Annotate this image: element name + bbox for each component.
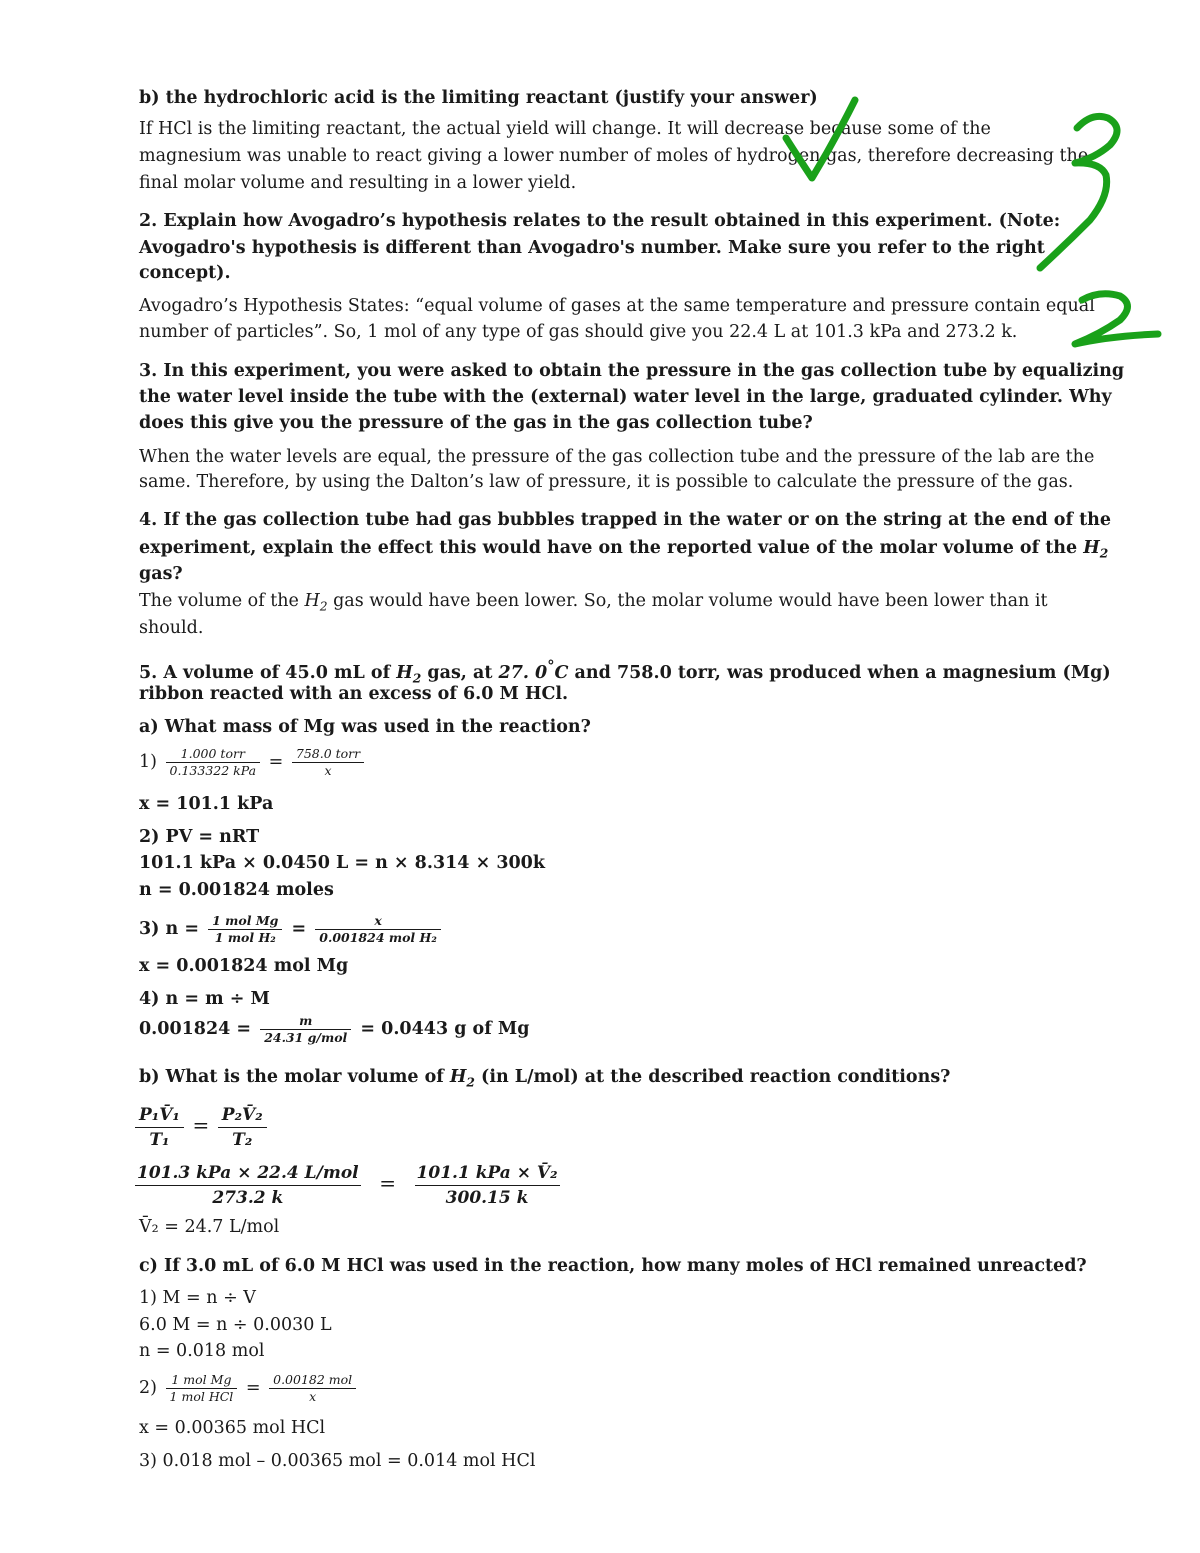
fraction: $\frac{m}{\text{24.31 g/mol}}$ [260, 1013, 351, 1046]
fraction: $\frac{\text{101.1 kPa × V̄₂}}{300.15 k}$ [416, 1163, 558, 1208]
q5a-heading: a) What mass of Mg was used in the reaction? [139, 717, 591, 737]
h2-symbol: $H_2$ [304, 591, 328, 614]
fraction: $\frac{\text{P₁V̄₁}}{\text{T₁}}$ [135, 1103, 184, 1152]
fraction: $\frac{\text{0.00182 mol}}{x}$ [269, 1372, 356, 1405]
q3-heading-line: 3. In this experiment, you were asked to obtain the pressure in the gas collection tube by equalizing [139, 361, 1125, 381]
temperature: 27. 0°C [498, 658, 569, 683]
q1b-answer-line: If HCl is the limiting reactant, the actual yield will change. It will decrease because some of the [139, 119, 991, 139]
h2-symbol: $H_2$ [396, 662, 422, 686]
q5c-line: x = 0.00365 mol HCl [139, 1418, 326, 1438]
q5c-heading: c) If 3.0 mL of 6.0 M HCl was used in the reaction, how many moles of HCl remained unreacted? [139, 1256, 1087, 1276]
q5a-step4-label: 4) n = m ÷ M [139, 989, 270, 1009]
fraction: $\frac{\text{1 mol Mg}}{\text{1 mol HCl}}$ [166, 1372, 238, 1405]
q5a-step3-result: x = 0.001824 mol Mg [139, 956, 349, 976]
q5a-step2-line: n = 0.001824 moles [139, 880, 334, 900]
q5b-heading: b) What is the molar volume of $H_2$ (in L/mol) at the described reaction conditions? [139, 1067, 951, 1090]
fraction: $\frac{\text{101.3 kPa × 22.4 L/mol}}{273.2 k}$ [137, 1163, 359, 1208]
fraction: $\frac{\text{1.000 torr}}{\text{0.133322 kPa}}$ [166, 746, 261, 779]
q5b-combined-gas-law: $\frac{\text{P₁V̄₁}}{\text{T₁}}$ = $\frac{\text{P₂V̄₂}}{\text{T₂}}$ [139, 1098, 270, 1154]
q5-heading-line: 5. A volume of 45.0 mL of $H_2$ gas, at 27. 0°C and 758.0 torr, was produced when a magnesium (Mg) [139, 658, 1111, 686]
q4-answer-line: should. [139, 618, 204, 638]
q4-heading-text: experiment, explain the effect this would have on the reported value of the molar volume of the [139, 538, 1084, 558]
q5a-step4-equation: 0.001824 = $\frac{m}{\text{24.31 g/mol}}$ = 0.0443 g of Mg [139, 1013, 530, 1045]
q5a-step2-line: 101.1 kPa × 0.0450 L = n × 8.314 × 300k [139, 853, 545, 873]
q4-heading-line: gas? [139, 564, 183, 584]
h2-symbol: $H_2$ [449, 1067, 475, 1090]
q4-answer-line: The volume of the $H_2$ gas would have been lower. So, the molar volume would have been lower than it [139, 591, 1048, 614]
q5b-result: V̄₂ = 24.7 L/mol [139, 1217, 280, 1237]
q5c-line: 6.0 M = n ÷ 0.0030 L [139, 1315, 332, 1335]
q1b-answer-line: magnesium was unable to react giving a lower number of moles of hydrogen gas, therefore decreasing the [139, 146, 1089, 166]
q2-answer-line: Avogadro’s Hypothesis States: “equal volume of gases at the same temperature and pressure contain equal [139, 296, 1095, 316]
q5b-substitution: $\frac{\text{101.3 kPa × 22.4 L/mol}}{273.2 k}$ = $\frac{\text{101.1 kPa × V̄₂}}{300.15 k}$ [137, 1163, 558, 1208]
score-3-mark [1040, 116, 1117, 268]
score-2-mark [1075, 294, 1158, 344]
q3-heading-line: the water level inside the tube with the (external) water level in the large, graduated cylinder. Why [139, 387, 1112, 407]
q4-heading-line: 4. If the gas collection tube had gas bubbles trapped in the water or on the string at the end of the [139, 510, 1112, 530]
fraction: $\frac{\text{758.0 torr}}{x}$ [292, 746, 364, 779]
q5a-step1-equation: 1) $\frac{\text{1.000 torr}}{\text{0.133322 kPa}}$ = $\frac{\text{758.0 torr}}{x}$ [139, 744, 367, 780]
q2-heading-line: concept). [139, 263, 231, 283]
q3-answer-line: When the water levels are equal, the pressure of the gas collection tube and the pressure of the lab are the [139, 447, 1095, 467]
h2-symbol: $H_2$ [1083, 538, 1109, 561]
q5a-step1-result: x = 101.1 kPa [139, 794, 274, 814]
q5a-step2-label: 2) PV = nRT [139, 827, 260, 847]
fraction: $\frac{\text{1 mol Mg}}{\text{1 mol H₂}}$ [208, 913, 282, 946]
q3-answer-line: same. Therefore, by using the Dalton’s law of pressure, it is possible to calculate the pressure of the gas. [139, 472, 1074, 492]
checkmark-icon [786, 100, 855, 178]
q5c-step2-equation: 2) $\frac{\text{1 mol Mg}}{\text{1 mol HCl}}$ = $\frac{\text{0.00182 mol}}{x}$ [139, 1370, 359, 1406]
q3-heading-line: does this give you the pressure of the gas in the gas collection tube? [139, 413, 813, 433]
q2-heading-line: Avogadro's hypothesis is different than Avogadro's number. Make sure you refer to the right [139, 238, 1045, 258]
q5c-line: 1) M = n ÷ V [139, 1288, 256, 1308]
q5-heading-line: ribbon reacted with an excess of 6.0 M HCl. [139, 684, 569, 704]
fraction: $\frac{x}{\text{0.001824 mol H₂}}$ [315, 913, 441, 946]
q2-heading-line: 2. Explain how Avogadro’s hypothesis relates to the result obtained in this experiment. (Note: [139, 211, 1061, 231]
q2-answer-line: number of particles”. So, 1 mol of any type of gas should give you 22.4 L at 101.3 kPa and 273.2 k. [139, 322, 1018, 342]
fraction: $\frac{\text{P₂V̄₂}}{\text{T₂}}$ [218, 1103, 267, 1152]
q1b-heading: b) the hydrochloric acid is the limiting reactant (justify your answer) [139, 88, 818, 108]
q5c-line: n = 0.018 mol [139, 1341, 265, 1361]
q1b-answer-line: final molar volume and resulting in a lower yield. [139, 173, 577, 193]
q5c-line: 3) 0.018 mol – 0.00365 mol = 0.014 mol HCl [139, 1451, 536, 1471]
q5a-step3-equation: 3) n = $\frac{\text{1 mol Mg}}{\text{1 mol H₂}}$ = $\frac{x}{\text{0.001824 mol H₂}}$ [139, 911, 444, 947]
